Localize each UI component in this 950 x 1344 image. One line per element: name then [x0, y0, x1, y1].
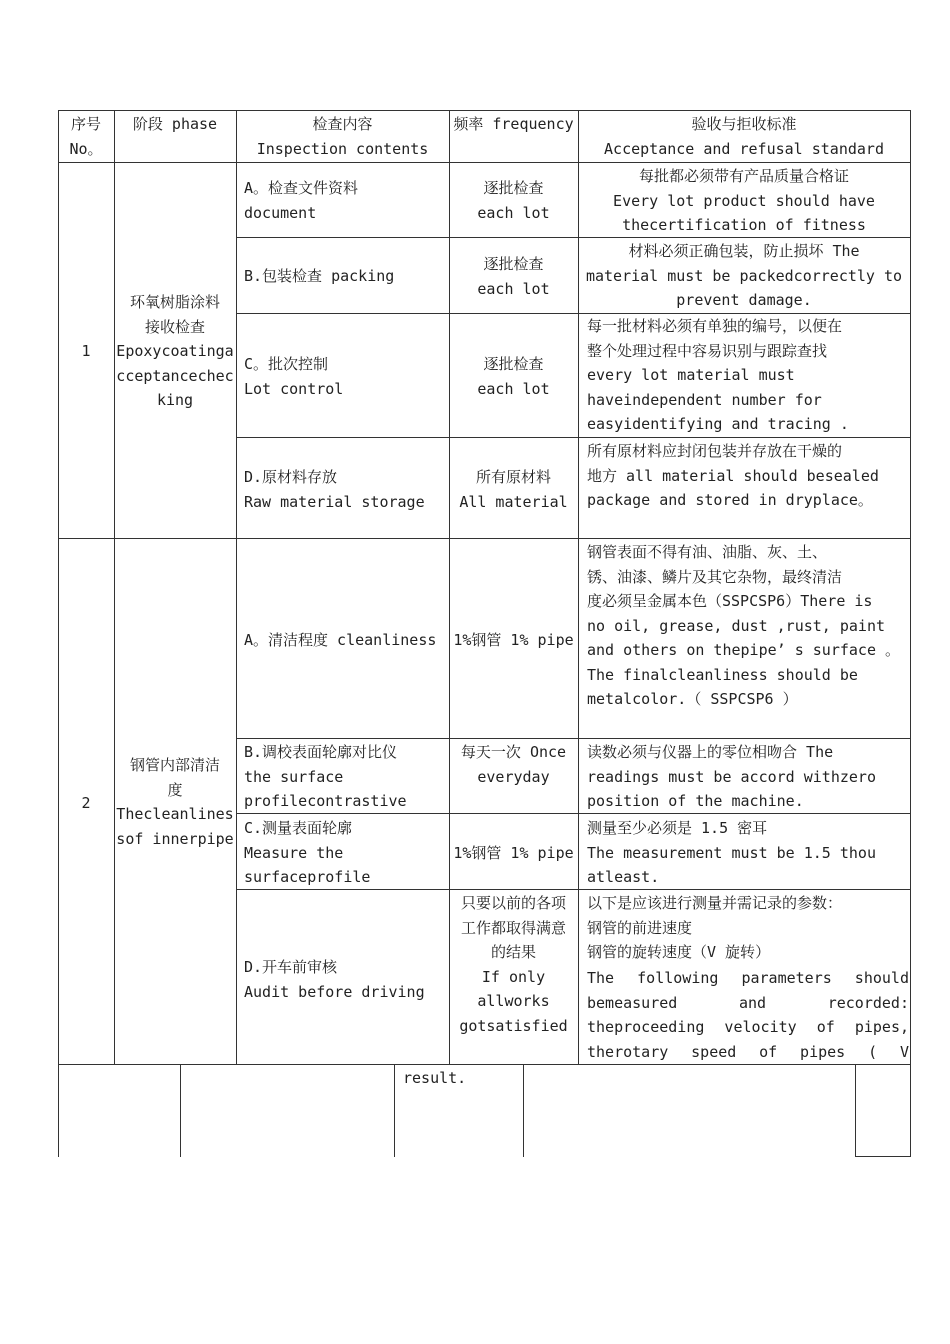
- continuation-col: [394, 1064, 395, 1157]
- section1-row4-frequency: 所有原材料 All material: [459, 468, 568, 511]
- section1-row2-contents: B.包装检查 packing: [244, 267, 395, 285]
- section2-row4-standard-cn: 以下是应该进行测量并需记录的参数： 钢管的前进速度 钢管的旋转速度（V 旋转）: [587, 894, 843, 961]
- section2-row3-contents: C.测量表面轮廓 Measure the surfaceprofile: [244, 819, 371, 886]
- section1-row4-contents: D.原材料存放 Raw material storage: [244, 468, 425, 511]
- section2-row4-standard-en: The following parameters should bemeasured and recorded: theproceeding velocity of pipes, therotary speed of pipes ( V: [587, 969, 909, 1061]
- section1-row3-contents: C。批次控制 Lot control: [244, 355, 344, 398]
- continuation-col: [523, 1064, 524, 1157]
- continuation-col: [855, 1064, 856, 1157]
- header-contents: 检查内容 Inspection contents: [256, 115, 429, 158]
- col-divider: [114, 110, 115, 1064]
- section1-row3-standard: 每一批材料必须有单独的编号，以便在 整个处理过程中容易识别与跟踪查找 every lot material must haveindependent number for easyidentifying and tracing .: [587, 317, 849, 433]
- section2-row2-frequency: 每天一次 Once everyday: [460, 743, 567, 786]
- section1-row1-standard: 每批都必须带有产品质量合格证 Every lot product should have thecertification of fitness: [613, 167, 875, 234]
- section1-row1-frequency: 逐批检查 each lot: [477, 179, 550, 222]
- header-no: 序号 No。: [69, 115, 103, 158]
- section-divider: [58, 538, 911, 539]
- section1-no: 1: [81, 342, 91, 360]
- section2-row4-frequency: 只要以前的各项 工作都取得满意 的结果 If only allworks gotsatisfied: [459, 894, 568, 1035]
- section1-row4-standard: 所有原材料应封闭包装并存放在干燥的 地方 all material should besealed package and stored in dryplace。: [587, 442, 879, 509]
- header-divider: [58, 162, 911, 163]
- row-divider: [236, 738, 911, 739]
- table-border-left: [58, 110, 59, 1157]
- section2-row4-contents: D.开车前审核 Audit before driving: [244, 958, 425, 1001]
- header-phase: 阶段 phase: [132, 115, 218, 133]
- continuation-col: [180, 1064, 181, 1157]
- section1-phase: 环氧树脂涂料 接收检查 Epoxycoatinga cceptancechec king: [116, 293, 234, 409]
- table-border-bottom: [58, 1064, 911, 1065]
- header-standard: 验收与拒收标准 Acceptance and refusal standard: [604, 115, 884, 158]
- col-divider: [236, 110, 237, 1064]
- section2-row1-contents: A。清洁程度 cleanliness: [244, 631, 437, 649]
- section1-row3-frequency: 逐批检查 each lot: [477, 355, 550, 398]
- section2-phase: 钢管内部清洁 度 Thecleanlines sof innerpipe: [116, 756, 234, 848]
- continuation-text: result.: [403, 1069, 467, 1087]
- table-border-top: [58, 110, 911, 111]
- row-divider: [236, 437, 911, 438]
- header-frequency: 频率 frequency: [453, 115, 574, 133]
- section1-row2-standard: 材料必须正确包装，防止损坏 The material must be packedcorrectly to prevent damage.: [585, 242, 903, 309]
- section2-row2-contents: B.调校表面轮廓对比仪 the surface profilecontrastive: [244, 743, 407, 810]
- continuation-col: [910, 1064, 911, 1157]
- section2-row3-frequency: 1%钢管 1% pipe: [453, 844, 574, 862]
- section2-no: 2: [81, 794, 91, 812]
- table-border-right: [910, 110, 911, 1064]
- section2-row1-standard: 钢管表面不得有油、油脂、灰、土、 锈、油漆、鳞片及其它杂物，最终清洁 度必须呈金属本色（SSPCSP6）There is no oil, grease, dust ,rust, paint and others on thepipe’ s surface 。 The finalcleanliness should be metalcolor.（ SSPCSP6 ）: [587, 543, 901, 708]
- continuation-bottom: [855, 1156, 911, 1157]
- section2-row2-standard: 读数必须与仪器上的零位相吻合 The readings must be accord withzero position of the machine.: [587, 743, 876, 810]
- section1-row1-contents: A。检查文件资料 document: [244, 179, 359, 222]
- section2-row3-standard: 测量至少必须是 1.5 密耳 The measurement must be 1.5 thou atleast.: [587, 819, 876, 886]
- section2-row1-frequency: 1%钢管 1% pipe: [453, 631, 574, 649]
- section1-row2-frequency: 逐批检查 each lot: [477, 255, 550, 298]
